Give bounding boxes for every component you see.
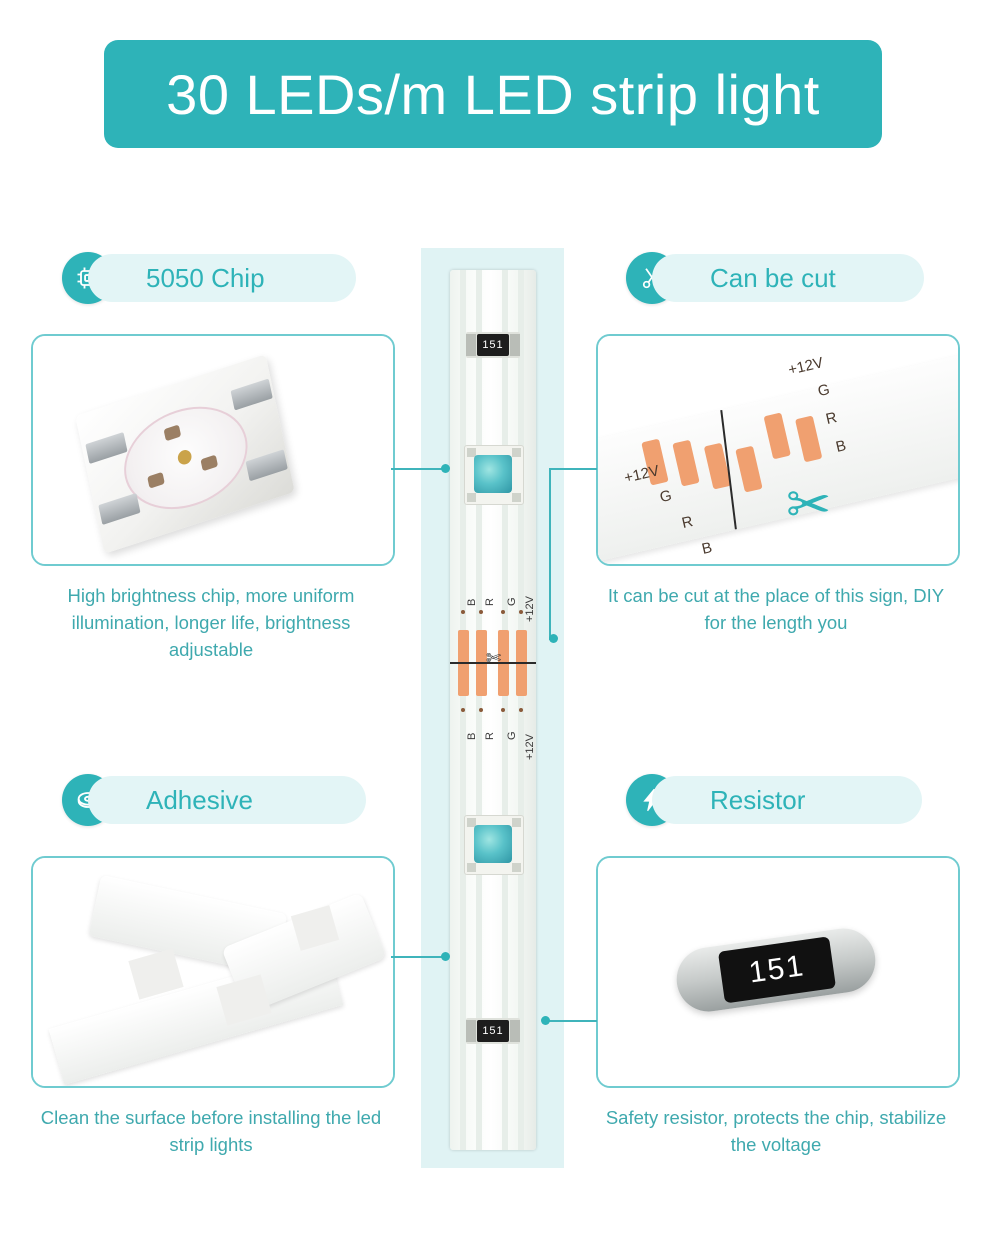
solder-dot — [501, 610, 505, 614]
resistor-code-bottom: 151 — [477, 1020, 509, 1042]
led-corner — [467, 493, 476, 502]
led-strip-board — [450, 270, 536, 1150]
pad-label-g-top: G — [506, 597, 518, 606]
resistor-cap — [510, 1020, 520, 1042]
feature-label-adhesive — [88, 776, 366, 824]
cut-strip-pad — [763, 412, 790, 459]
feature-label-adhesive-text: Adhesive — [146, 784, 253, 815]
page-title-banner — [104, 40, 882, 148]
led-package-body — [75, 354, 294, 553]
led-corner — [467, 863, 476, 872]
led-lead — [231, 378, 273, 410]
cut-strip-pad — [795, 415, 822, 462]
cut-label-b-right: B — [834, 437, 848, 456]
led-corner — [512, 863, 521, 872]
page-title: 30 LEDs/m LED strip light — [166, 62, 820, 126]
feature-image-resistor — [596, 856, 960, 1088]
pad-label-g-bottom: G — [506, 731, 518, 740]
feature-image-adhesive — [31, 856, 395, 1088]
connector-dot-chip — [441, 464, 450, 473]
connector-line-adhesive — [391, 956, 445, 958]
feature-caption-cut: It can be cut at the place of this sign, DIY for the length you — [607, 585, 945, 633]
resistor-cap — [466, 1020, 476, 1042]
pad-label-b-top: B — [466, 598, 478, 606]
pad-label-12v-bottom: +12V — [524, 734, 536, 760]
scissors-illustration-icon: ✂ — [786, 475, 832, 535]
cut-label-r-left: R — [680, 512, 695, 533]
cut-label-12v-right: +12V — [786, 354, 825, 379]
connector-dot-cut — [549, 634, 558, 643]
led-emitter — [474, 825, 512, 863]
led-lead — [98, 493, 140, 525]
feature-label-chip — [88, 254, 356, 302]
led-corner — [512, 818, 521, 827]
led-corner — [512, 493, 521, 502]
resistor-component — [673, 924, 880, 1015]
strip-resistor-bottom — [466, 1018, 520, 1044]
connector-line-resistor — [549, 1020, 597, 1022]
solder-dot — [519, 610, 523, 614]
resistor-code-top: 151 — [477, 334, 509, 356]
feature-caption-resistor: Safety resistor, protects the chip, stabilize the voltage — [605, 1107, 947, 1155]
connector-line-cut-top — [549, 468, 597, 470]
cut-label-g-right: G — [816, 380, 832, 401]
chip-photo — [33, 336, 393, 564]
resistor-cap — [466, 334, 476, 356]
cut-strip-pad — [672, 440, 699, 487]
pad-label-r-top: R — [484, 598, 496, 606]
led-center-die — [177, 448, 193, 466]
connector-dot-resistor — [541, 1016, 550, 1025]
cut-strip-board — [598, 346, 958, 564]
feature-image-chip — [31, 334, 395, 566]
solder-dot — [501, 708, 505, 712]
feature-label-cut-text: Can be cut — [710, 262, 836, 293]
scissors-cut-mark: ✄ — [486, 648, 502, 668]
pad-label-r-bottom: R — [484, 732, 496, 740]
led-lead — [85, 432, 127, 464]
connector-line-cut-vert — [549, 468, 551, 640]
feature-caption-adhesive: Clean the surface before installing the led strip lights — [40, 1107, 382, 1155]
led-lead — [246, 449, 288, 481]
led-strip-panel — [421, 248, 564, 1168]
cut-label-g-left: G — [658, 486, 674, 507]
led-corner — [512, 448, 521, 457]
solder-dot — [519, 708, 523, 712]
feature-label-chip-text: 5050 Chip — [146, 262, 265, 293]
feature-label-resistor — [652, 776, 922, 824]
solder-dot — [479, 610, 483, 614]
cut-strip-pad — [735, 446, 762, 493]
feature-caption-chip: High brightness chip, more uniform illumination, longer life, brightness adjustable — [67, 585, 355, 660]
connector-line-chip — [391, 468, 445, 470]
resistor-photo — [598, 858, 958, 1086]
resistor-code-large: 151 — [718, 936, 836, 1003]
feature-label-resistor-text: Resistor — [710, 784, 806, 815]
strip-led-1 — [464, 445, 524, 505]
led-die — [164, 424, 182, 441]
adhesive-photo — [33, 858, 393, 1086]
cut-photo — [598, 336, 958, 564]
strip-resistor-top — [466, 332, 520, 358]
solder-dot — [479, 708, 483, 712]
solder-dot — [461, 708, 465, 712]
cut-label-12v-left: +12V — [622, 462, 661, 487]
strip-led-2 — [464, 815, 524, 875]
solder-dot — [461, 610, 465, 614]
connector-dot-adhesive — [441, 952, 450, 961]
resistor-cap — [510, 334, 520, 356]
led-die — [147, 472, 165, 489]
feature-label-cut — [652, 254, 924, 302]
feature-image-cut — [596, 334, 960, 566]
led-die — [200, 455, 218, 472]
cut-label-b-left: B — [700, 539, 714, 558]
pad-label-12v-top: +12V — [524, 596, 536, 622]
led-emitter — [474, 455, 512, 493]
cut-label-r-right: R — [824, 408, 839, 429]
pad-label-b-bottom: B — [466, 732, 478, 740]
